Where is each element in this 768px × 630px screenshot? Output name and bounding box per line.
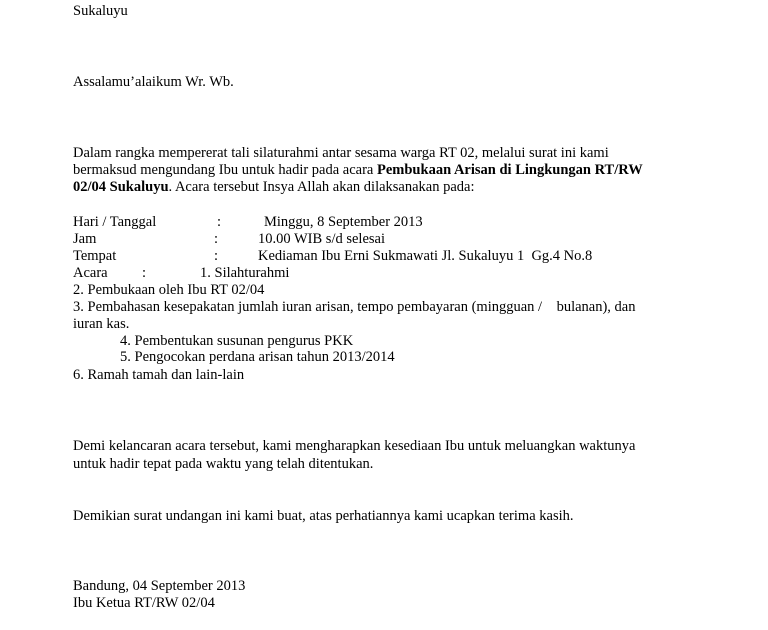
intro-line-2: [73, 162, 643, 179]
hope-line-1: Demi kelancaran acara tersebut, kami mengharapkan kesediaan Ibu untuk meluangkan waktunya: [73, 438, 636, 454]
sign-place-date: Bandung, 04 September 2013: [73, 578, 246, 594]
time-label: Jam: [73, 231, 97, 247]
agenda-label: Acara: [73, 265, 108, 281]
sign-title: Ibu Ketua RT/RW 02/04: [73, 595, 215, 611]
greeting: Assalamu’alaikum Wr. Wb.: [73, 74, 234, 90]
event-name-part-2: 02/04 Sukaluyu: [73, 179, 169, 195]
agenda-item-5: 5. Pengocokan perdana arisan tahun 2013/2014: [120, 349, 395, 365]
date-colon: :: [217, 214, 222, 230]
intro-line-3-text: . Acara tersebut Insya Allah akan dilaksanakan pada:: [168, 179, 475, 195]
event-name-part-1: Pembukaan Arisan di Lingkungan RT/RW: [377, 162, 643, 178]
time-colon: :: [214, 231, 219, 247]
agenda-colon: :: [142, 265, 147, 281]
top-place: Sukaluyu: [73, 3, 128, 19]
place-label: Tempat: [73, 248, 117, 264]
agenda-item-4: 4. Pembentukan susunan pengurus PKK: [120, 333, 354, 349]
place-colon: :: [214, 248, 219, 264]
hope-line-2: untuk hadir tepat pada waktu yang telah ditentukan.: [73, 456, 374, 472]
intro-line-2-text: bermaksud mengundang Ibu untuk hadir pada acara: [73, 162, 377, 178]
intro-line-1: Dalam rangka mempererat tali silaturahmi antar sesama warga RT 02, melalui surat ini kami: [73, 145, 609, 161]
agenda-item-6: 6. Ramah tamah dan lain-lain: [73, 367, 245, 383]
agenda-item-1: 1. Silahturahmi: [200, 265, 290, 281]
date-label: Hari / Tanggal: [73, 214, 157, 230]
agenda-item-3-line-1: 3. Pembahasan kesepakatan jumlah iuran arisan, tempo pembayaran (mingguan / bulanan), dan: [73, 299, 636, 315]
date-value: Minggu, 8 September 2013: [264, 214, 423, 230]
agenda-item-2: 2. Pembukaan oleh Ibu RT 02/04: [73, 282, 265, 298]
agenda-item-3-line-2: iuran kas.: [73, 316, 130, 332]
place-value: Kediaman Ibu Erni Sukmawati Jl. Sukaluyu 1 Gg.4 No.8: [258, 248, 593, 264]
time-value: 10.00 WIB s/d selesai: [258, 231, 385, 247]
intro-line-3: [73, 179, 475, 196]
closing-sentence: Demikian surat undangan ini kami buat, atas perhatiannya kami ucapkan terima kasih.: [73, 508, 574, 524]
